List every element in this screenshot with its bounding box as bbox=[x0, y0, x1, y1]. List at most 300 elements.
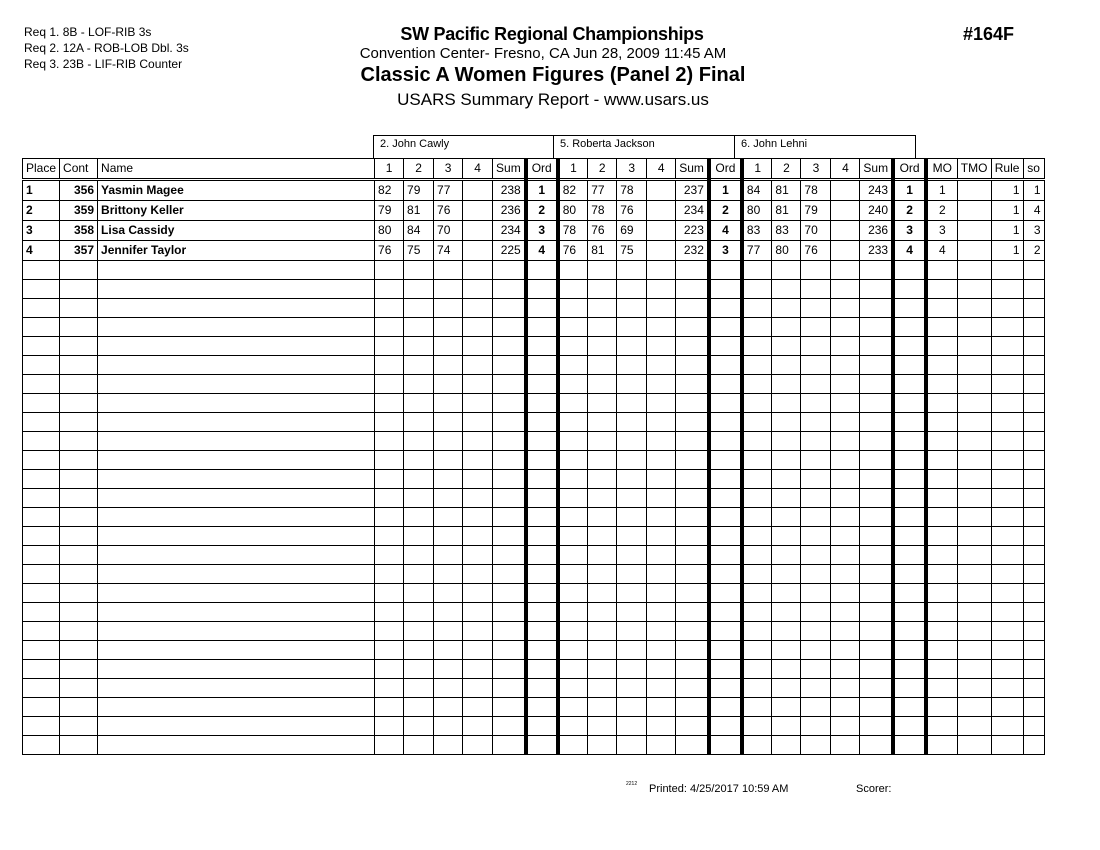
empty-cell bbox=[23, 318, 60, 337]
empty-cell bbox=[893, 280, 926, 299]
empty-cell bbox=[991, 565, 1023, 584]
empty-cell bbox=[558, 413, 588, 432]
empty-cell bbox=[375, 432, 404, 451]
mark-cell: 78 bbox=[588, 201, 617, 221]
empty-cell bbox=[991, 413, 1023, 432]
empty-cell bbox=[1023, 717, 1044, 736]
empty-cell bbox=[991, 451, 1023, 470]
empty-cell bbox=[772, 603, 801, 622]
empty-cell bbox=[926, 679, 957, 698]
empty-cell bbox=[772, 565, 801, 584]
mark-cell: 82 bbox=[375, 180, 404, 201]
empty-cell bbox=[526, 394, 558, 413]
empty-cell bbox=[98, 622, 375, 641]
empty-cell bbox=[434, 736, 463, 755]
empty-cell bbox=[831, 679, 860, 698]
ord-cell: 2 bbox=[893, 201, 926, 221]
empty-cell bbox=[375, 622, 404, 641]
empty-cell bbox=[709, 413, 742, 432]
empty-row bbox=[23, 508, 1045, 527]
empty-cell bbox=[957, 584, 991, 603]
empty-cell bbox=[617, 603, 647, 622]
mark-cell: 79 bbox=[801, 201, 831, 221]
empty-cell bbox=[709, 261, 742, 280]
empty-cell bbox=[404, 470, 434, 489]
empty-cell bbox=[647, 679, 676, 698]
empty-row bbox=[23, 660, 1045, 679]
empty-cell bbox=[991, 660, 1023, 679]
empty-cell bbox=[493, 527, 526, 546]
empty-cell bbox=[860, 717, 893, 736]
empty-cell bbox=[434, 584, 463, 603]
empty-cell bbox=[709, 489, 742, 508]
empty-cell bbox=[493, 679, 526, 698]
tmo-cell bbox=[957, 241, 991, 261]
empty-cell bbox=[991, 280, 1023, 299]
empty-cell bbox=[676, 489, 709, 508]
col-j1-m3: 3 bbox=[434, 159, 463, 180]
empty-cell bbox=[375, 603, 404, 622]
empty-cell bbox=[588, 356, 617, 375]
judge-header-3: 6. John Lehni bbox=[734, 135, 916, 158]
empty-cell bbox=[991, 622, 1023, 641]
empty-cell bbox=[676, 413, 709, 432]
empty-cell bbox=[617, 546, 647, 565]
mark-cell: 76 bbox=[558, 241, 588, 261]
empty-cell bbox=[926, 622, 957, 641]
empty-cell bbox=[676, 451, 709, 470]
empty-cell bbox=[404, 318, 434, 337]
mark-cell: 81 bbox=[588, 241, 617, 261]
mark-cell bbox=[647, 201, 676, 221]
empty-cell bbox=[526, 565, 558, 584]
empty-cell bbox=[60, 546, 98, 565]
empty-cell bbox=[493, 356, 526, 375]
empty-cell bbox=[676, 508, 709, 527]
empty-cell bbox=[434, 299, 463, 318]
empty-cell bbox=[98, 280, 375, 299]
empty-cell bbox=[893, 451, 926, 470]
mark-cell: 82 bbox=[558, 180, 588, 201]
empty-cell bbox=[647, 584, 676, 603]
empty-cell bbox=[926, 584, 957, 603]
rule-cell: 1 bbox=[991, 221, 1023, 241]
empty-cell bbox=[1023, 508, 1044, 527]
empty-row bbox=[23, 413, 1045, 432]
empty-cell bbox=[860, 679, 893, 698]
sum-cell: 234 bbox=[676, 201, 709, 221]
empty-cell bbox=[434, 261, 463, 280]
empty-cell bbox=[526, 261, 558, 280]
empty-cell bbox=[558, 546, 588, 565]
empty-cell bbox=[893, 717, 926, 736]
col-j3-ord: Ord bbox=[893, 159, 926, 180]
empty-cell bbox=[463, 337, 493, 356]
empty-cell bbox=[493, 470, 526, 489]
empty-cell bbox=[617, 356, 647, 375]
ord-cell: 3 bbox=[709, 241, 742, 261]
empty-cell bbox=[831, 432, 860, 451]
empty-cell bbox=[98, 546, 375, 565]
empty-cell bbox=[801, 527, 831, 546]
mark-cell: 81 bbox=[772, 180, 801, 201]
empty-cell bbox=[647, 356, 676, 375]
empty-cell bbox=[434, 451, 463, 470]
empty-cell bbox=[831, 337, 860, 356]
empty-cell bbox=[709, 584, 742, 603]
mark-cell: 81 bbox=[404, 201, 434, 221]
empty-cell bbox=[617, 584, 647, 603]
ord-cell: 2 bbox=[709, 201, 742, 221]
empty-cell bbox=[676, 394, 709, 413]
empty-cell bbox=[991, 489, 1023, 508]
ord-cell: 4 bbox=[893, 241, 926, 261]
col-j2-m4: 4 bbox=[647, 159, 676, 180]
empty-cell bbox=[493, 261, 526, 280]
empty-cell bbox=[463, 280, 493, 299]
sum-cell: 225 bbox=[493, 241, 526, 261]
empty-cell bbox=[463, 489, 493, 508]
empty-cell bbox=[617, 318, 647, 337]
col-name: Name bbox=[98, 159, 375, 180]
empty-cell bbox=[893, 394, 926, 413]
empty-cell bbox=[588, 603, 617, 622]
empty-cell bbox=[709, 527, 742, 546]
empty-cell bbox=[60, 622, 98, 641]
mark-cell: 79 bbox=[375, 201, 404, 221]
empty-cell bbox=[772, 432, 801, 451]
empty-cell bbox=[831, 546, 860, 565]
rule-cell: 1 bbox=[991, 201, 1023, 221]
empty-cell bbox=[526, 413, 558, 432]
col-cont: Cont bbox=[60, 159, 98, 180]
empty-cell bbox=[772, 584, 801, 603]
empty-cell bbox=[801, 280, 831, 299]
empty-cell bbox=[957, 603, 991, 622]
empty-cell bbox=[617, 261, 647, 280]
empty-cell bbox=[772, 451, 801, 470]
empty-cell bbox=[647, 508, 676, 527]
empty-cell bbox=[588, 546, 617, 565]
empty-cell bbox=[893, 356, 926, 375]
empty-cell bbox=[463, 660, 493, 679]
empty-cell bbox=[588, 679, 617, 698]
empty-row bbox=[23, 299, 1045, 318]
empty-cell bbox=[617, 394, 647, 413]
mark-cell bbox=[831, 201, 860, 221]
judge-header-2: 5. Roberta Jackson bbox=[553, 135, 735, 158]
empty-cell bbox=[404, 508, 434, 527]
empty-cell bbox=[588, 736, 617, 755]
empty-cell bbox=[23, 413, 60, 432]
empty-cell bbox=[404, 299, 434, 318]
empty-cell bbox=[98, 356, 375, 375]
empty-cell bbox=[463, 679, 493, 698]
empty-cell bbox=[98, 527, 375, 546]
empty-cell bbox=[617, 565, 647, 584]
empty-cell bbox=[463, 698, 493, 717]
empty-cell bbox=[526, 451, 558, 470]
empty-row bbox=[23, 717, 1045, 736]
empty-cell bbox=[375, 413, 404, 432]
empty-cell bbox=[1023, 394, 1044, 413]
empty-cell bbox=[434, 280, 463, 299]
empty-cell bbox=[404, 736, 434, 755]
empty-cell bbox=[860, 641, 893, 660]
empty-cell bbox=[434, 527, 463, 546]
empty-cell bbox=[463, 641, 493, 660]
empty-cell bbox=[957, 318, 991, 337]
empty-cell bbox=[893, 318, 926, 337]
empty-cell bbox=[23, 337, 60, 356]
empty-cell bbox=[526, 337, 558, 356]
empty-row bbox=[23, 337, 1045, 356]
empty-cell bbox=[23, 261, 60, 280]
mark-cell: 80 bbox=[772, 241, 801, 261]
empty-cell bbox=[98, 451, 375, 470]
empty-cell bbox=[772, 736, 801, 755]
cont-cell: 356 bbox=[60, 180, 98, 201]
empty-cell bbox=[1023, 584, 1044, 603]
empty-cell bbox=[991, 641, 1023, 660]
rule-cell: 1 bbox=[991, 180, 1023, 201]
empty-cell bbox=[893, 527, 926, 546]
empty-cell bbox=[957, 299, 991, 318]
empty-cell bbox=[617, 508, 647, 527]
empty-cell bbox=[434, 698, 463, 717]
empty-cell bbox=[831, 508, 860, 527]
empty-cell bbox=[893, 736, 926, 755]
empty-cell bbox=[434, 356, 463, 375]
empty-cell bbox=[493, 565, 526, 584]
empty-cell bbox=[434, 337, 463, 356]
empty-cell bbox=[23, 584, 60, 603]
empty-cell bbox=[893, 375, 926, 394]
empty-cell bbox=[434, 318, 463, 337]
empty-cell bbox=[991, 356, 1023, 375]
empty-cell bbox=[463, 356, 493, 375]
empty-cell bbox=[526, 318, 558, 337]
mark-cell: 79 bbox=[404, 180, 434, 201]
empty-cell bbox=[709, 318, 742, 337]
empty-cell bbox=[647, 318, 676, 337]
empty-cell bbox=[558, 280, 588, 299]
sum-cell: 234 bbox=[493, 221, 526, 241]
empty-cell bbox=[991, 261, 1023, 280]
empty-cell bbox=[98, 584, 375, 603]
empty-cell bbox=[893, 584, 926, 603]
empty-cell bbox=[493, 394, 526, 413]
empty-cell bbox=[526, 660, 558, 679]
report-subtitle: USARS Summary Report - www.usars.us bbox=[397, 90, 709, 109]
so-cell: 3 bbox=[1023, 221, 1044, 241]
empty-cell bbox=[98, 679, 375, 698]
empty-cell bbox=[772, 280, 801, 299]
empty-cell bbox=[375, 736, 404, 755]
empty-cell bbox=[23, 717, 60, 736]
empty-cell bbox=[676, 679, 709, 698]
empty-cell bbox=[742, 527, 772, 546]
sum-cell: 237 bbox=[676, 180, 709, 201]
empty-cell bbox=[526, 641, 558, 660]
mark-cell: 78 bbox=[558, 221, 588, 241]
empty-cell bbox=[709, 717, 742, 736]
empty-cell bbox=[926, 546, 957, 565]
empty-cell bbox=[404, 337, 434, 356]
empty-cell bbox=[617, 280, 647, 299]
cont-cell: 359 bbox=[60, 201, 98, 221]
empty-cell bbox=[926, 280, 957, 299]
empty-cell bbox=[647, 546, 676, 565]
empty-cell bbox=[558, 299, 588, 318]
empty-cell bbox=[957, 470, 991, 489]
rule-cell: 1 bbox=[991, 241, 1023, 261]
empty-cell bbox=[772, 356, 801, 375]
empty-cell bbox=[772, 622, 801, 641]
col-j3-m3: 3 bbox=[801, 159, 831, 180]
empty-cell bbox=[957, 432, 991, 451]
empty-cell bbox=[893, 698, 926, 717]
empty-cell bbox=[991, 508, 1023, 527]
empty-cell bbox=[647, 451, 676, 470]
empty-cell bbox=[434, 717, 463, 736]
empty-cell bbox=[893, 413, 926, 432]
empty-cell bbox=[831, 261, 860, 280]
empty-cell bbox=[60, 318, 98, 337]
empty-cell bbox=[617, 660, 647, 679]
empty-cell bbox=[434, 375, 463, 394]
ord-cell: 4 bbox=[709, 221, 742, 241]
mark-cell: 75 bbox=[617, 241, 647, 261]
empty-cell bbox=[558, 698, 588, 717]
requirement-3: Req 3. 23B - LIF-RIB Counter bbox=[24, 57, 183, 71]
empty-cell bbox=[831, 280, 860, 299]
empty-cell bbox=[526, 508, 558, 527]
empty-cell bbox=[60, 394, 98, 413]
sum-cell: 233 bbox=[860, 241, 893, 261]
sum-cell: 232 bbox=[676, 241, 709, 261]
empty-cell bbox=[860, 375, 893, 394]
empty-cell bbox=[434, 470, 463, 489]
empty-cell bbox=[1023, 622, 1044, 641]
empty-cell bbox=[742, 299, 772, 318]
empty-cell bbox=[991, 527, 1023, 546]
empty-cell bbox=[617, 717, 647, 736]
scorer-label: Scorer: bbox=[856, 783, 892, 795]
tmo-cell bbox=[957, 221, 991, 241]
mark-cell: 76 bbox=[375, 241, 404, 261]
empty-cell bbox=[742, 717, 772, 736]
empty-cell bbox=[526, 356, 558, 375]
col-j3-m2: 2 bbox=[772, 159, 801, 180]
empty-cell bbox=[831, 413, 860, 432]
empty-cell bbox=[558, 451, 588, 470]
empty-cell bbox=[588, 717, 617, 736]
empty-cell bbox=[434, 394, 463, 413]
mo-cell: 1 bbox=[926, 180, 957, 201]
col-j1-m4: 4 bbox=[463, 159, 493, 180]
empty-cell bbox=[404, 641, 434, 660]
mark-cell: 77 bbox=[434, 180, 463, 201]
empty-cell bbox=[709, 470, 742, 489]
empty-cell bbox=[709, 299, 742, 318]
column-header-row bbox=[23, 159, 1045, 180]
empty-cell bbox=[957, 261, 991, 280]
mark-cell: 84 bbox=[742, 180, 772, 201]
empty-cell bbox=[98, 698, 375, 717]
empty-cell bbox=[23, 660, 60, 679]
empty-cell bbox=[957, 527, 991, 546]
empty-cell bbox=[801, 413, 831, 432]
empty-cell bbox=[404, 565, 434, 584]
empty-cell bbox=[991, 375, 1023, 394]
empty-cell bbox=[588, 641, 617, 660]
event-title: Classic A Women Figures (Panel 2) Final bbox=[360, 64, 746, 86]
empty-cell bbox=[23, 356, 60, 375]
empty-cell bbox=[893, 622, 926, 641]
sum-cell: 236 bbox=[493, 201, 526, 221]
empty-cell bbox=[463, 603, 493, 622]
empty-cell bbox=[98, 413, 375, 432]
empty-cell bbox=[617, 622, 647, 641]
empty-cell bbox=[709, 356, 742, 375]
ord-cell: 1 bbox=[893, 180, 926, 201]
empty-cell bbox=[831, 394, 860, 413]
empty-cell bbox=[23, 622, 60, 641]
empty-cell bbox=[493, 413, 526, 432]
empty-cell bbox=[860, 356, 893, 375]
empty-cell bbox=[957, 565, 991, 584]
mo-cell: 2 bbox=[926, 201, 957, 221]
empty-cell bbox=[1023, 736, 1044, 755]
empty-cell bbox=[60, 565, 98, 584]
empty-cell bbox=[375, 318, 404, 337]
empty-cell bbox=[375, 280, 404, 299]
empty-cell bbox=[957, 546, 991, 565]
empty-cell bbox=[98, 603, 375, 622]
empty-cell bbox=[742, 432, 772, 451]
empty-cell bbox=[98, 261, 375, 280]
empty-cell bbox=[493, 698, 526, 717]
empty-cell bbox=[831, 584, 860, 603]
empty-cell bbox=[801, 717, 831, 736]
empty-cell bbox=[23, 394, 60, 413]
empty-cell bbox=[404, 546, 434, 565]
empty-cell bbox=[558, 622, 588, 641]
ord-cell: 4 bbox=[526, 241, 558, 261]
empty-cell bbox=[404, 584, 434, 603]
empty-row bbox=[23, 489, 1045, 508]
empty-cell bbox=[831, 470, 860, 489]
empty-cell bbox=[1023, 698, 1044, 717]
so-cell: 1 bbox=[1023, 180, 1044, 201]
empty-cell bbox=[493, 736, 526, 755]
empty-cell bbox=[60, 470, 98, 489]
empty-cell bbox=[676, 603, 709, 622]
empty-cell bbox=[860, 337, 893, 356]
empty-cell bbox=[709, 679, 742, 698]
empty-cell bbox=[375, 508, 404, 527]
col-j1-m2: 2 bbox=[404, 159, 434, 180]
empty-cell bbox=[647, 660, 676, 679]
empty-cell bbox=[772, 698, 801, 717]
empty-cell bbox=[860, 470, 893, 489]
empty-cell bbox=[588, 698, 617, 717]
empty-cell bbox=[375, 394, 404, 413]
empty-cell bbox=[463, 394, 493, 413]
empty-cell bbox=[23, 527, 60, 546]
empty-cell bbox=[647, 489, 676, 508]
